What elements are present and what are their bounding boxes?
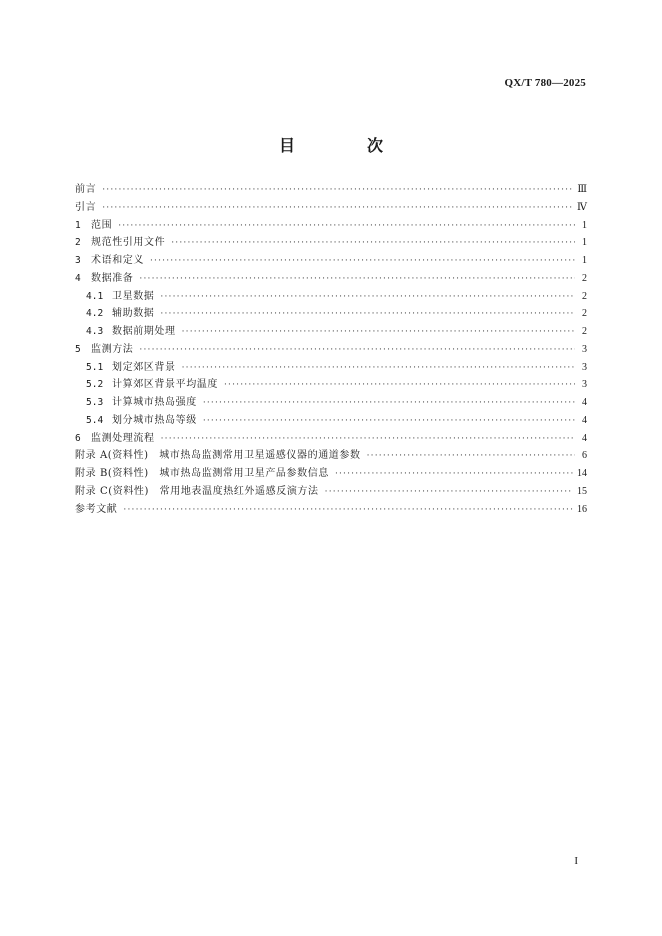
toc-entry-label: 规范性引用文件 bbox=[91, 237, 166, 249]
toc-entry[interactable] bbox=[75, 217, 587, 235]
standard-code: QX/T 780—2025 bbox=[504, 77, 586, 89]
toc-entry-number: 4.3 bbox=[86, 326, 104, 337]
dot-leader bbox=[161, 431, 575, 449]
toc-entry[interactable] bbox=[75, 181, 587, 199]
toc-entry-number: 3 bbox=[75, 255, 81, 266]
dot-leader bbox=[182, 360, 575, 378]
toc-entry-page: 4 bbox=[582, 432, 587, 444]
toc-entry-number: 6 bbox=[75, 432, 81, 444]
dot-leader bbox=[160, 289, 575, 307]
toc-entry-page: 2 bbox=[582, 308, 587, 320]
toc-entry[interactable] bbox=[75, 359, 587, 377]
toc-entry-label: 附录 B(资料性) 城市热岛监测常用卫星产品参数信息 bbox=[75, 468, 329, 479]
dot-leader bbox=[171, 235, 575, 253]
toc-entry[interactable] bbox=[75, 465, 587, 483]
dot-leader bbox=[224, 377, 575, 395]
page-title: 目 次 bbox=[278, 136, 411, 155]
dot-leader bbox=[160, 306, 575, 324]
toc-entry-page: 3 bbox=[582, 379, 587, 391]
toc-entry-number: 5.4 bbox=[86, 414, 104, 426]
toc-entry-label: 附录 C(资料性) 常用地表温度热红外遥感反演方法 bbox=[75, 485, 319, 497]
toc-entry[interactable] bbox=[75, 501, 587, 519]
dot-leader bbox=[139, 342, 575, 360]
toc-entry-label: 附录 A(资料性) 城市热岛监测常用卫星遥感仪器的通道参数 bbox=[75, 450, 361, 462]
toc-entry-label: 划分城市热岛等级 bbox=[112, 414, 197, 426]
toc-entry[interactable] bbox=[75, 430, 587, 448]
dot-leader bbox=[150, 253, 575, 271]
toc-entry-label: 前言 bbox=[75, 184, 97, 195]
toc-entry-label: 卫星数据 bbox=[112, 290, 155, 302]
toc-entry-label: 术语和定义 bbox=[91, 255, 144, 266]
dot-leader bbox=[102, 182, 573, 200]
dot-leader bbox=[203, 413, 575, 431]
toc-entry-label: 计算城市热岛强度 bbox=[112, 397, 197, 408]
toc-entry-number: 5.1 bbox=[86, 361, 104, 373]
toc-entry-page: 14 bbox=[577, 468, 587, 479]
table-of-contents bbox=[75, 181, 587, 518]
toc-entry-label: 辅助数据 bbox=[112, 308, 155, 320]
toc-entry-page: 3 bbox=[582, 361, 587, 373]
toc-entry[interactable] bbox=[75, 483, 587, 501]
toc-entry[interactable] bbox=[75, 394, 587, 412]
toc-entry-number: 5 bbox=[75, 343, 81, 355]
toc-entry-page: 2 bbox=[582, 290, 587, 302]
dot-leader bbox=[139, 271, 575, 289]
toc-entry-page: 3 bbox=[582, 343, 587, 355]
toc-entry-label: 计算郊区背景平均温度 bbox=[112, 379, 218, 391]
toc-entry-page: 2 bbox=[582, 326, 587, 337]
toc-entry[interactable] bbox=[75, 447, 587, 465]
toc-entry-label: 数据前期处理 bbox=[112, 326, 176, 337]
toc-entry-number: 2 bbox=[75, 237, 81, 249]
dot-leader bbox=[123, 502, 573, 520]
dot-leader bbox=[203, 395, 575, 413]
toc-entry-page: 1 bbox=[582, 255, 587, 266]
toc-entry-number: 1 bbox=[75, 219, 81, 231]
toc-entry-page: 4 bbox=[582, 414, 587, 426]
toc-entry-label: 范围 bbox=[91, 219, 113, 231]
toc-entry-number: 4.2 bbox=[86, 308, 104, 320]
dot-leader bbox=[102, 200, 573, 218]
toc-entry-label: 监测处理流程 bbox=[91, 432, 155, 444]
toc-entry[interactable] bbox=[75, 376, 587, 394]
toc-entry-number: 5.3 bbox=[86, 397, 104, 408]
toc-entry-page: 1 bbox=[582, 237, 587, 249]
toc-entry-page: Ⅳ bbox=[577, 201, 587, 213]
page-number: I bbox=[574, 855, 578, 867]
dot-leader bbox=[182, 324, 575, 342]
toc-entry[interactable] bbox=[75, 270, 587, 288]
toc-entry-label: 引言 bbox=[75, 201, 97, 213]
toc-entry-number: 4 bbox=[75, 272, 81, 284]
toc-entry[interactable] bbox=[75, 341, 587, 359]
dot-leader bbox=[325, 484, 573, 502]
toc-entry-page: 4 bbox=[582, 397, 587, 408]
toc-entry-label: 监测方法 bbox=[91, 343, 134, 355]
toc-entry[interactable] bbox=[75, 323, 587, 341]
toc-entry-number: 4.1 bbox=[86, 290, 104, 302]
dot-leader bbox=[367, 448, 575, 466]
toc-entry-page: 2 bbox=[582, 272, 587, 284]
toc-entry-page: 6 bbox=[582, 450, 587, 462]
toc-entry[interactable] bbox=[75, 199, 587, 217]
toc-entry[interactable] bbox=[75, 234, 587, 252]
toc-entry-page: Ⅲ bbox=[577, 184, 587, 195]
dot-leader bbox=[335, 466, 573, 484]
toc-entry-label: 数据准备 bbox=[91, 272, 134, 284]
toc-entry-label: 参考文献 bbox=[75, 503, 118, 515]
toc-entry[interactable] bbox=[75, 252, 587, 270]
toc-entry[interactable] bbox=[75, 288, 587, 306]
dot-leader bbox=[118, 218, 575, 236]
toc-entry[interactable] bbox=[75, 412, 587, 430]
toc-entry-page: 15 bbox=[577, 485, 587, 497]
toc-entry[interactable] bbox=[75, 305, 587, 323]
toc-entry-page: 16 bbox=[577, 503, 587, 515]
toc-entry-page: 1 bbox=[582, 219, 587, 231]
toc-entry-number: 5.2 bbox=[86, 379, 104, 391]
toc-entry-label: 划定郊区背景 bbox=[112, 361, 176, 373]
